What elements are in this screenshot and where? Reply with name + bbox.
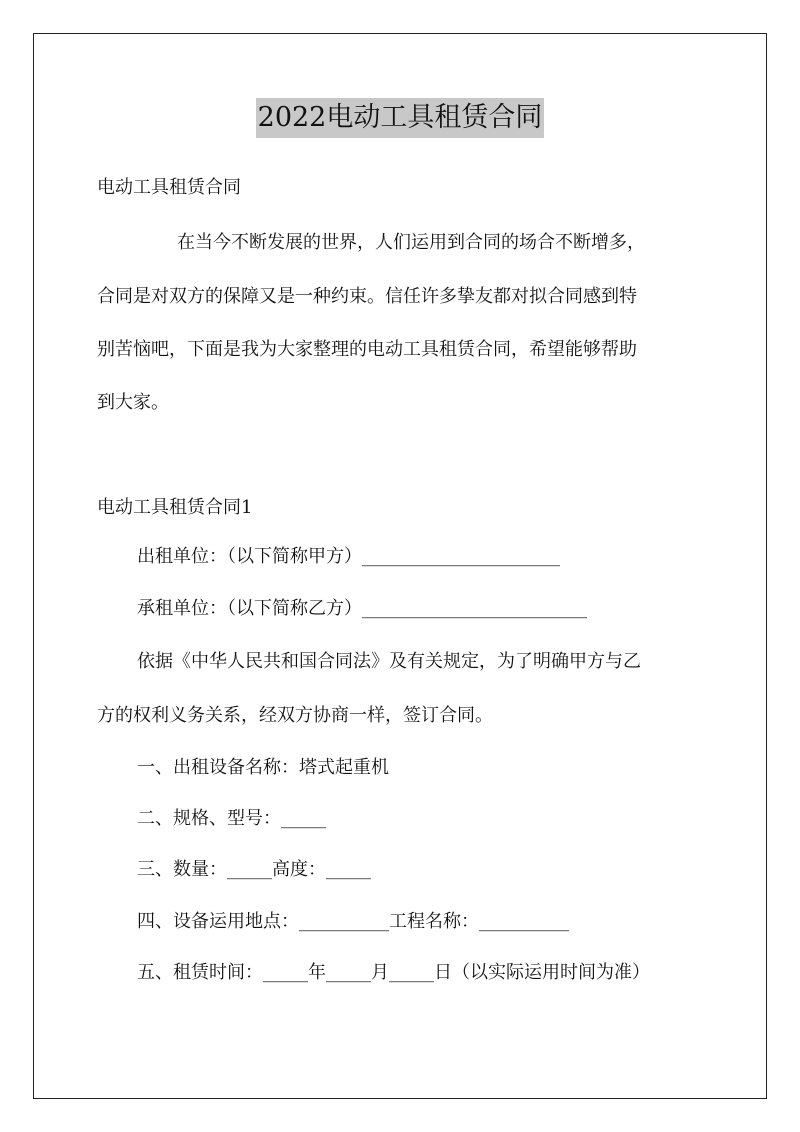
basis-line-1: 依据《中华人民共和国合同法》及有关规定，为了明确甲方与乙	[137, 651, 641, 672]
document-title-wrapper	[0, 98, 800, 138]
lessor-line: 出租单位：（以下简称甲方）______________________	[137, 546, 560, 567]
clause-2: 二、规格、型号：_____	[137, 808, 326, 829]
document-title: 2022电动工具租赁合同	[256, 98, 545, 138]
clause-3: 三、数量：_____高度：_____	[137, 859, 371, 880]
intro-line-2: 合同是对双方的保障又是一种约束。信任许多挚友都对拟合同感到特	[97, 286, 637, 307]
clause-4: 四、设备运用地点：__________工程名称：__________	[137, 911, 569, 932]
clause-1: 一、出租设备名称：塔式起重机	[137, 757, 389, 778]
clause-5: 五、租赁时间：_____年_____月_____日（以实际运用时间为准）	[137, 962, 650, 983]
lessee-line: 承租单位：（以下简称乙方）_________________________	[137, 598, 587, 619]
document-subtitle: 电动工具租赁合同	[97, 177, 241, 198]
basis-line-2: 方的权利义务关系，经双方协商一样，签订合同。	[97, 705, 493, 726]
intro-line-4: 到大家。	[97, 392, 169, 413]
intro-line-1: 在当今不断发展的世界，人们运用到合同的场合不断增多，	[177, 232, 645, 253]
section-heading: 电动工具租赁合同1	[97, 497, 253, 518]
intro-line-3: 别苦恼吧，下面是我为大家整理的电动工具租赁合同，希望能够帮助	[97, 339, 637, 360]
